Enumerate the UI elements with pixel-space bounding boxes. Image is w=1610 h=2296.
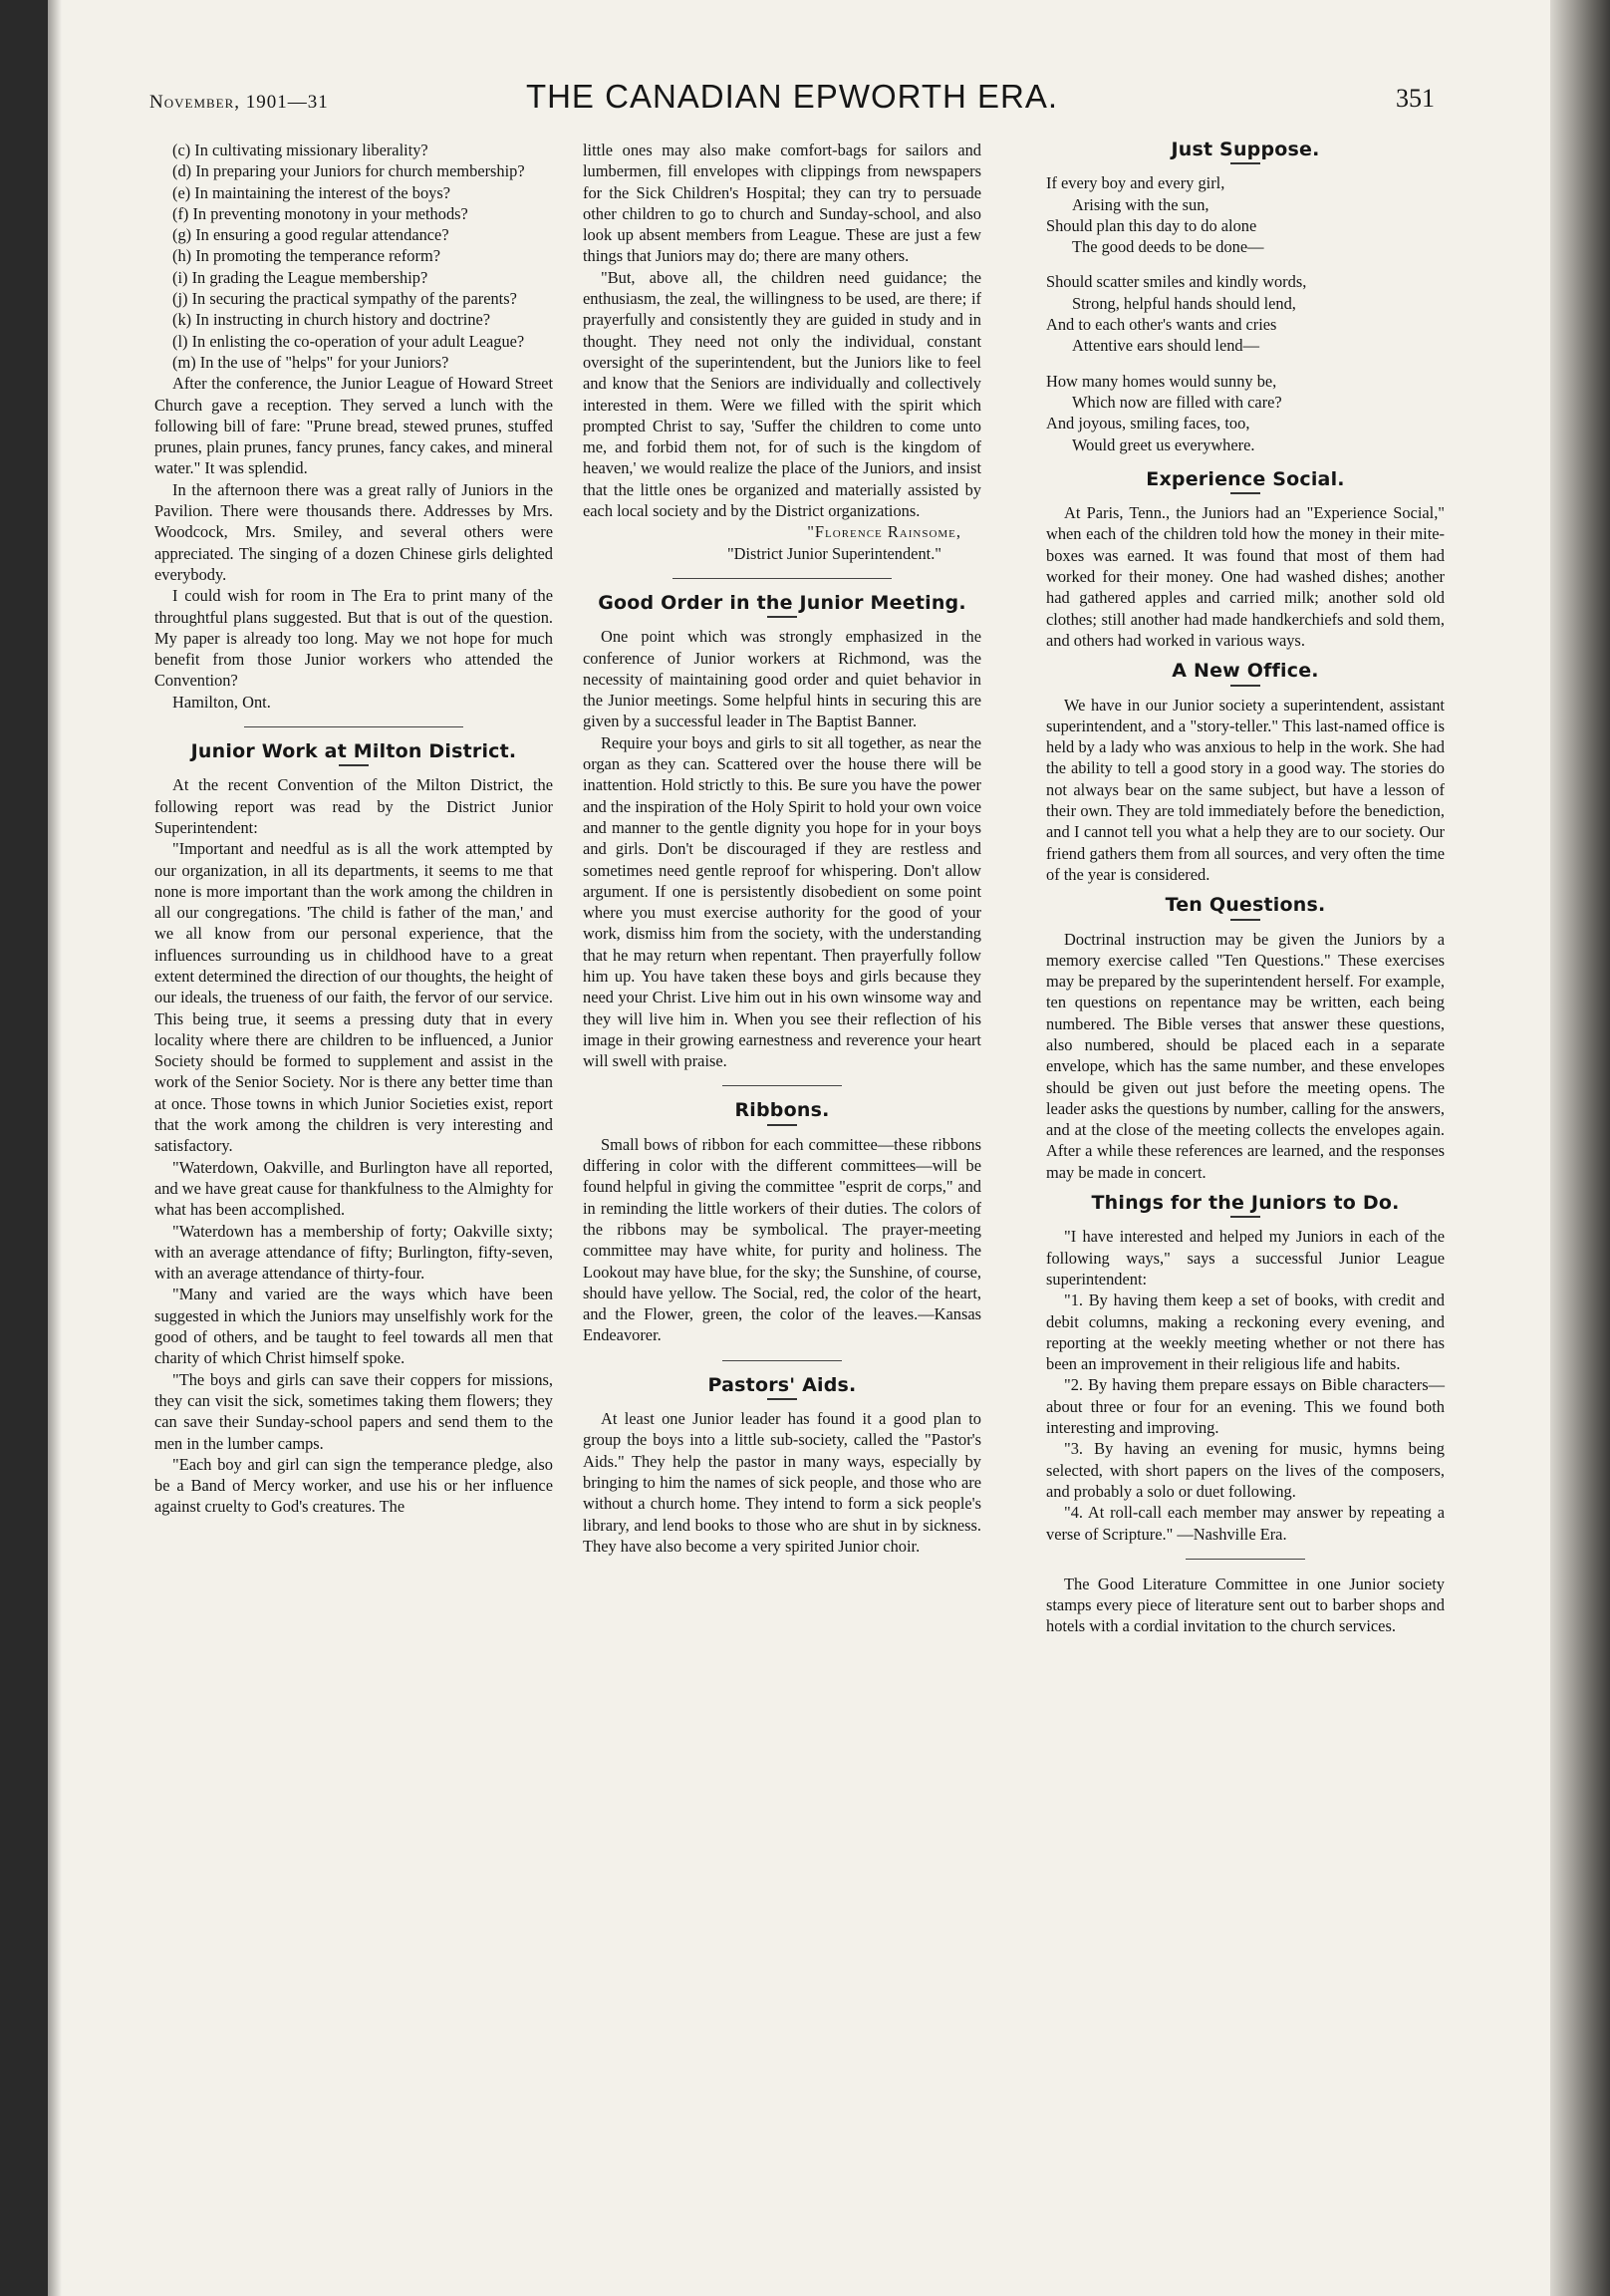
paragraph: At least one Junior leader has found it a good plan to group the boys into a little sub-society, called the "Pastor's Aids." They help the pastor in many ways, especially by bringing to him the names of sick people, and those who are without a church home. They intend to form a sick people's library, and lend books to those who are shut in by sickness. They have also become a very spirited Junior choir. [583,1409,981,1556]
question-item: (j) In securing the practical sympathy of the parents? [172,289,517,309]
question-item: (k) In instructing in church history and doctrine? [172,310,491,330]
section-rule [244,726,463,727]
question-item: (h) In promoting the temperance reform? [172,246,440,266]
page-number: 351 [1396,84,1435,113]
paragraph: "Many and varied are the ways which have been suggested in which the Juniors may unselfishly work for the good of others, and be taught to feel towards all men that charity of which Christ himself spoke. [154,1285,553,1368]
page-header [149,78,1435,128]
section-heading: Ten Questions. [1165,894,1326,917]
poem-line: And to each other's wants and cries [1046,315,1277,335]
section-heading: Just Suppose. [1171,139,1320,160]
heading-dash [767,1398,797,1400]
poem-stanza [1046,172,1445,257]
poem-line: Would greet us everywhere. [1072,434,1255,454]
question-item: (e) In maintaining the interest of the boys? [172,182,451,202]
section-heading: Pastors' Aids. [707,1373,857,1396]
question-item: (g) In ensuring a good regular attendance? [172,225,449,245]
heading-dash [1230,492,1260,494]
section-heading: Ribbons. [734,1099,830,1122]
poem-stanza [1046,271,1445,356]
paragraph: One point which was strongly emphasized in the conference of Junior workers at Richmond, was the necessity of maintaining good order and quiet behavior in the Junior meetings. Some helpful hints in securing this are given by a successful leader in The Baptist Banner. [583,627,981,731]
heading-dash [339,764,369,766]
section-heading: Experience Social. [1146,467,1345,490]
heading-dash [1230,162,1260,164]
question-item: (c) In cultivating missionary liberality? [172,141,428,159]
paragraph: The Good Literature Committee in one Junior society stamps every piece of literature sent out to barber shops and hotels with a cordial invitation to the church services. [1046,1574,1445,1636]
poem-line: Should scatter smiles and kindly words, [1046,272,1307,292]
section-rule [672,578,892,579]
question-item: (d) In preparing your Juniors for church membership? [172,161,525,181]
paragraph: We have in our Junior society a superintendent, assistant superintendent, and a "story-teller." This last-named office is held by a lady who was anxious to help in the work. She had the ability to tell a good story in a good way. The stories do not always bear on the same subject, but have a lesson of their own. They are told immediately before the benediction, and I cannot tell you what a help they are to our society. Our friend gathers them from all sources, and very often the time of the year is considered. [1046,695,1445,884]
section-heading: Things for the Juniors to Do. [1091,1192,1400,1215]
paragraph: "Important and needful as is all the work attempted by our organization, in all its departments, it seems to me that none is more important than the work among the children in all our congregations. 'The child is father of the man,' and we all know from our personal experience, that the influences surrounding us in childhood have to a great extent determined the direction of our thoughts, the height of our ideals, the trueness of our faith, the fervor of our service. This being true, it seems a pressing duty that in every locality where there are children to be influenced, a Junior Society should be formed to supplement and assist in the work of the Senior Society. Nor is there any better time than at once. Those towns in which Junior Societies exist, report that the work among the children is very interesting and satisfactory. [154,839,553,1156]
paragraph: "Waterdown, Oakville, and Burlington have all reported, and we have great cause for thankfulness to the Almighty for what has been accomplished. [154,1157,553,1220]
paragraph: "1. By having them keep a set of books, with credit and debit columns, making a reckoning every evening, and reporting at the weekly meeting whether or not there has been an improvement in their religious life and habits. [1046,1291,1445,1374]
book-binding-edge [1550,0,1610,2296]
question-item: (l) In enlisting the co-operation of your adult League? [172,331,525,351]
column-2 [583,140,981,1557]
paragraph: After the conference, the Junior League of Howard Street Church gave a reception. They served a lunch with the following bill of fare: "Prune bread, stewed prunes, stuffed prunes, plain prunes, fancy prunes, fancy cakes, and mineral water." It was splendid. [154,374,553,478]
section-rule [1186,1559,1305,1560]
column-1 [154,140,553,1518]
section-heading: Junior Work at Milton District. [190,740,517,763]
paragraph: Small bows of ribbon for each committee—these ribbons differing in color with the different committees—will be found helpful in giving the committee "esprit de corps," and in reminding the little workers of their duties. The colors of the ribbons may be symbolical. The prayer-meeting committee may have white, for purity and holiness. The Lookout may have blue, for the sky; the Sunshine, of course, should have yellow. The Social, red, the color of the heart, and the Flower, green, the color of the leaves.—Kansas Endeavorer. [583,1134,981,1345]
paragraph: "But, above all, the children need guidance; the enthusiasm, the zeal, the willingness to be used, are there; if prayerfully and consistently they are guided in study and in thought. They need not only the individual, constant oversight of the superintendent, but the Juniors like to feel and know that the Seniors are individually and collectively interested in them. Were we filled with the spirit which prompted Christ to say, 'Suffer the children to come unto me, and forbid them not, for of such is the kingdom of heaven,' we would realize the place of the Juniors, and insist that the little ones be organized and materially assisted by each local society and by the District organizations. [583,267,981,521]
section-heading: Good Order in the Junior Meeting. [598,591,966,614]
section-heading: A New Office. [1172,660,1319,683]
question-item: (i) In grading the League membership? [172,267,428,287]
question-list [154,140,553,373]
poem-line: If every boy and every girl, [1046,173,1225,193]
question-item: (f) In preventing monotony in your methods? [172,203,468,223]
paragraph: At Paris, Tenn., the Juniors had an "Experience Social," when each of the children told how the money in their mite-boxes was earned. It was found that most of them had worked for their money. One had washed dishes; another had gathered apples and carried milk; another sold old clothes; still another had made handkerchiefs and sold them, and others had worked in various ways. [1046,503,1445,650]
heading-dash [1230,685,1260,687]
paragraph: In the afternoon there was a great rally of Juniors in the Pavilion. There were thousands there. Addresses by Mrs. Woodcock, Mrs. Smiley, and several others were appreciated. The singing of a dozen Chinese girls delighted everybody. [154,479,553,584]
paragraph: "Waterdown has a membership of forty; Oakville sixty; with an average attendance of fifty; Burlington, fifty-seven, with an average attendance of thirty-four. [154,1221,553,1284]
paragraph: "4. At roll-call each member may answer by repeating a verse of Scripture." —Nashville Era. [1046,1503,1445,1544]
heading-dash [1230,1216,1260,1218]
gutter-shadow [48,0,62,2296]
paragraph: little ones may also make comfort-bags for sailors and lumbermen, fill envelopes with clippings from newspapers for the Sick Children's Hospital; they can try to persuade other children to go to church and Sunday-school, and also look up absent members from League. These are just a few things that Juniors may do; there are many others. [583,141,981,266]
paragraph: Doctrinal instruction may be given the Juniors by a memory exercise called "Ten Questions." These exercises may be prepared by the superintendent herself. For example, ten questions on repentance may be written, each being numbered. The Bible verses that answer these questions, also numbered, should be placed each in a separate envelope, which has the same number, and these envelopes should be given out just before the meeting opens. The leader asks the questions by number, calling for the answers, and at the close of the meeting collects the envelopes again. After a while these references are learned, and the responses may be made in concert. [1046,929,1445,1182]
section-rule [722,1360,842,1361]
paragraph: "3. By having an evening for music, hymns being selected, with short papers on the lives of the composers, and probably a solo or duet following. [1046,1439,1445,1501]
poem-line: Attentive ears should lend— [1072,336,1259,356]
poem-line: How many homes would sunny be, [1046,371,1277,391]
header-date: November, 1901—31 [149,92,329,113]
question-item: (m) In the use of "helps" for your Juniors? [172,352,449,372]
section-rule [722,1085,842,1086]
poem-line: And joyous, smiling faces, too, [1046,414,1250,433]
paragraph: "I have interested and helped my Juniors in each of the following ways," says a successful Junior League superintendent: [1046,1227,1445,1289]
paragraph: Require your boys and girls to sit all together, as near the organ as they can. Scattered over the house there will be inattention. Hold strictly to this. Be sure you have the power and the inspiration of the Holy Spirit to hold your own voice and manner to the gentle dignity you hope for in your boys and girls. Don't be discouraged if they are restless and sometimes need gentle reproof for whispering. Don't allow argument. If one is persistently disobedient on some point where you must exercise authority for the good of your work, dismiss him from the society, with the understanding that he may return when repentant. Then prayerfully follow him up. You have taken these boys and girls because they need your Christ. Live him out in his own winsome way and they will live him in. When you see their reflection of his image in their growing earnestness and reverence your heart will swell with praise. [583,732,981,1071]
poem [1046,172,1445,455]
signature-title: "District Junior Superintendent." [726,543,941,563]
heading-dash [1230,919,1260,921]
poem-line: The good deeds to be done— [1072,237,1264,257]
signature-name: "Florence Rainsome, [807,522,961,542]
heading-dash [767,616,797,618]
heading-dash [767,1124,797,1126]
header-title: THE CANADIAN EPWORTH ERA. [525,78,1059,115]
poem-line: Arising with the sun, [1072,194,1209,214]
column-3 [1046,140,1445,1637]
poem-line: Which now are filled with care? [1072,392,1282,412]
paragraph: "2. By having them prepare essays on Bible characters—about three or four for an evening. This we found both interesting and improving. [1046,1375,1445,1438]
paragraph: At the recent Convention of the Milton District, the following report was read by the District Junior Superintendent: [154,775,553,837]
paragraph: "The boys and girls can save their coppers for missions, they can visit the sick, sometimes taking them flowers; they can save their Sunday-school papers and send them to the men in the lumber camps. [154,1369,553,1453]
poem-line: Strong, helpful hands should lend, [1072,293,1296,313]
poem-stanza [1046,371,1445,455]
paragraph: I could wish for room in The Era to print many of the throughtful plans suggested. But that is out of the question. My paper is already too long. May we not hope for much benefit from those Junior workers who attended the Convention? [154,586,553,691]
dateline: Hamilton, Ont. [172,692,271,712]
paragraph: "Each boy and girl can sign the temperance pledge, also be a Band of Mercy worker, and use his or her influence against cruelty to God's creatures. The [154,1454,553,1517]
poem-line: Should plan this day to do alone [1046,215,1257,235]
